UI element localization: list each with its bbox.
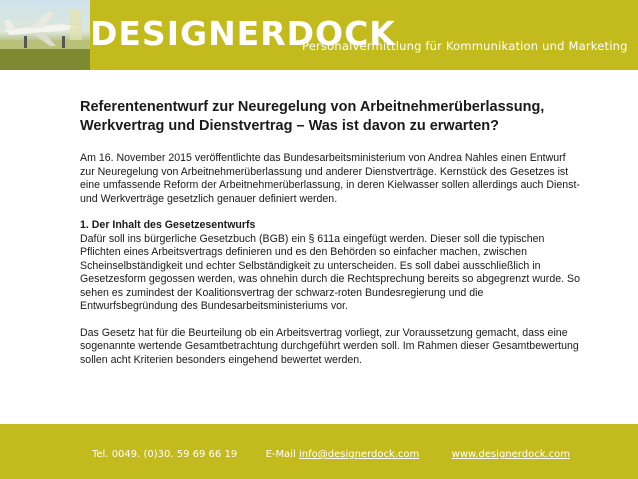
closing-paragraph: Das Gesetz hat für die Beurteilung ob ein Arbeitsvertrag vorliegt, zur Voraussetzung gemacht, dass eine sogenannte wertende Gesamtbetrachtung durchgeführt werden soll. Im Rahmen dieser Gesamtbewertung sollen acht Kriterien besonders eingehend bewertet werden. — [80, 326, 579, 366]
header-bar — [0, 0, 638, 70]
footer-website-link[interactable]: www.designerdock.com — [451, 449, 571, 460]
section-paragraph: Dafür soll ins bürgerliche Gesetzbuch (BGB) ein § 611a eingefügt werden. Dieser soll die typischen Pflichten eines Arbeitsvertrags definieren und es den Behörden so einfacher machen, zwischen Scheinselbständigkeit und echter Selbständigkeit zu unterscheiden. Es soll dabei ausschließlich in Gesetzesform gegossen werden, was ohnehin durch die Rechtsprechung bereits so abgegrenzt wurde. So sehen es zumindest der Koalitionsvertrag der schwarz-roten Bundesregierung und die Entwurfsbegründung des Bundesarbeitsministeriums vor. — [80, 232, 580, 312]
footer-contact — [92, 449, 570, 460]
footer-phone: Tel. 0049. (0)30. 59 69 66 19 — [92, 449, 238, 460]
document-body — [80, 98, 580, 380]
intro-paragraph: Am 16. November 2015 veröffentlichte das Bundesarbeitsministerium von Andrea Nahles einen Entwurf zur Neuregelung von Arbeitnehmerüberlassung und anderer Dienstverträge. Kernstück des Gesetzes ist eine umfassende Reform der Arbeitnehmerüberlassung, in deren Kielwasser sollen allerdings auch Dienst- und Werkverträge gesetzlich genauer definiert werden. — [80, 152, 580, 205]
airplane-photo — [0, 0, 90, 70]
footer-email-link[interactable]: info@designerdock.com — [298, 449, 420, 460]
section-heading: 1. Der Inhalt des Gesetzesentwurfs — [80, 219, 256, 231]
brand-logo: DESIGNERDOCK — [90, 14, 396, 53]
footer-bar — [0, 424, 638, 479]
footer-email-label: E-Mail — [265, 449, 299, 460]
document-title: Referentenentwurf zur Neuregelung von Arbeitnehmerüberlassung, Werkvertrag und Dienstvertrag – Was ist davon zu erwarten? — [80, 99, 545, 134]
brand-tagline: Personalvermittlung für Kommunikation und Marketing — [302, 39, 628, 53]
